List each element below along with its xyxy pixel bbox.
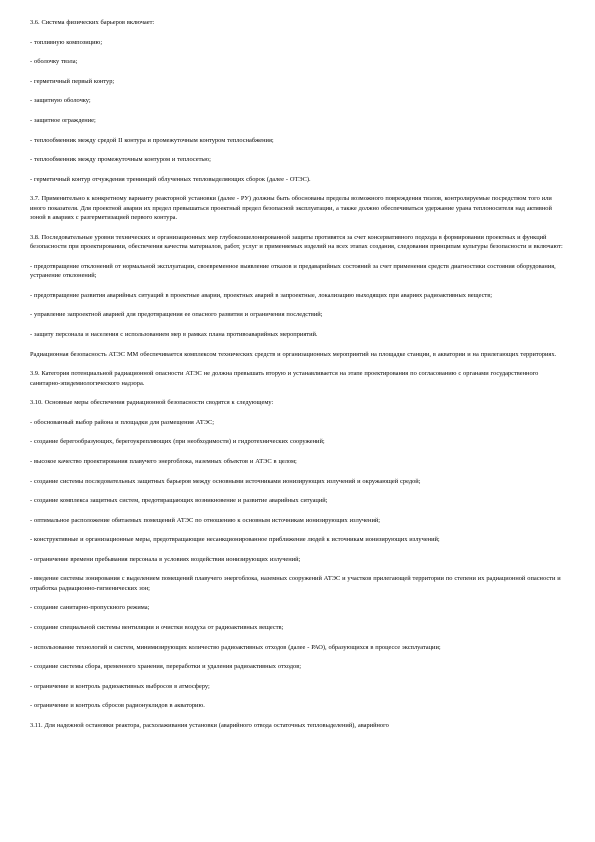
list-item-heat-exchanger-intermediate: - теплообменник между промежуточным контуром и теплосетью; [30, 156, 211, 164]
list-item-zoning-system: - введение системы зонирования с выделением помещений плавучего энергоблока, наземных сооружений АТЭС и участков прилегающей территории по степени их радиационной опасности и отработка радиационно-гигиенических зон; [30, 575, 561, 592]
list-item-ventilation: - создание специальной системы вентиляции и очистки воздуха от радиоактивных веществ; [30, 624, 284, 632]
list-item-barrier-system: - создание системы последовательных защитных барьеров между основными источниками ионизирующих излучений и окружающей средой; [30, 477, 421, 485]
list-item-access-measures: - конструктивные и организационные меры, предотвращающие несанкционированное приближение людей к источникам ионизирующих излучений; [30, 536, 440, 544]
list-item-protective-systems: - создание комплекса защитных систем, предотвращающих возникновение и развитие аварийных ситуаций; [30, 497, 328, 505]
list-item-primary-circuit: - герметичный первый контур; [30, 77, 115, 85]
list-item-beyond-design-control: - управление запроектной аварией для предотвращения ее опасного развития и ограничения последствий; [30, 311, 323, 319]
list-item-containment-shell: - защитную оболочку; [30, 97, 91, 105]
list-item-personnel-protection: - защиту персонала и населения с использованием мер в рамках плана противоаварийных мероприятий. [30, 330, 318, 338]
section-3-9: 3.9. Категория потенциальной радиационной опасности АТЭС не должна превышать вторую и устанавливается на этапе проектирования по согласованию с органами государственного санитарно-эпидемиологического надзора. [30, 370, 539, 387]
list-item-atmospheric-emissions: - ограничение и контроль радиоактивных выбросов в атмосферу; [30, 682, 210, 690]
list-item-sealed-circuit: - герметичный контур отчуждения тренинций облученных тепловыделяющих сборок (далее - ОТЭС). [30, 175, 311, 183]
list-item-fuel-composition: - топливную композицию; [30, 38, 103, 46]
list-item-time-limitation: - ограничение времени пребывания персонала в условиях воздействия ионизирующих излучений; [30, 555, 301, 563]
section-3-8-intro: 3.8. Последовательные уровни технических и организационных мер глубокоэшелонированной защиты противятся за счет консервативного подхода в формировании проектных и функций безопасности при проектировании, обеспечения качества материалов, работ, услуг и применяемых изделий на всех этапах создания, следования принципам культуры безопасности и включают: [30, 233, 563, 251]
list-item-waste-minimization: - использование технологий и систем, минимизирующих количество радиоактивных отходов (далее - РАО), образующихся в процессе эксплуатации; [30, 643, 441, 651]
list-item-design-quality: - высокое качество проектирования плавучего энергоблока, наземных объектов и АТЭС в целом; [30, 457, 297, 465]
section-3-7: 3.7. Применительно к конкретному варианту реакторной установки (далее - РУ) должны быть обоснованы пределы возможного повреждения твэлов, контролируемые посредством того или иного показателя. Для проектной аварии их предел превышаться проектный предел безопасной эксплуатации, а также должно обеспечиваться удержание урана теплоносителя над активной зоной в авариях с разгерметизацией первого контура. [30, 195, 552, 222]
list-item-prevention-deviations: - предотвращение отклонений от нормальной эксплуатации, своевременное выявление отказов и предаварийных состояний за счет применения средств диагностики состояния оборудования, устранение отклонений; [30, 262, 556, 280]
list-item-room-arrangement: - оптимальное расположение обитаемых помещений АТЭС по отношению к основным источникам ионизирующих излучений; [30, 516, 381, 524]
list-item-shore-structures: - создание берегообразующих, берегоукрепляющих (при необходимости) и гидротехнических сооружений; [30, 438, 325, 446]
list-item-protective-enclosure: - защитное ограждение; [30, 116, 96, 124]
list-item-heat-exchanger-secondary: - теплообменник между средой II контура и промежуточным контуром теплоснабжения; [30, 136, 274, 144]
radiation-safety-statement: Радиационная безопасность АТЭС ММ обеспечивается комплексом технических средств и организационных мероприятий на площадке станции, в акватории и на прилегающих территориях. [30, 350, 557, 358]
document-body [30, 18, 568, 730]
list-item-sanitary-regime: - создание санитарно-пропускного режима; [30, 604, 150, 612]
list-item-fuel-cladding: - оболочку твэла; [30, 58, 78, 66]
section-3-10-intro: 3.10. Основные меры обеспечения радиационной безопасности сводятся к следующему: [30, 399, 274, 407]
list-item-site-selection: - обоснованный выбор района и площадки для размещения АТЭС; [30, 418, 214, 426]
list-item-prevention-accidents: - предотвращение развития аварийных ситуаций в проектные аварии, проектных аварий в запроектные, локализацию выходящих при авариях радиоактивных веществ; [30, 291, 492, 299]
list-item-water-discharges: - ограничение и контроль сбросов радионуклидов в акваторию. [30, 702, 205, 710]
list-item-waste-handling: - создание системы сбора, временного хранения, переработки и удаления радиоактивных отходов; [30, 663, 302, 671]
section-3-6-intro: 3.6. Система физических барьеров включает: [30, 19, 155, 26]
section-3-11-start: 3.11. Для надежной остановки реактора, расхолаживания установки (аварийного отвода остаточных тепловыделений), аварийного [30, 722, 389, 730]
